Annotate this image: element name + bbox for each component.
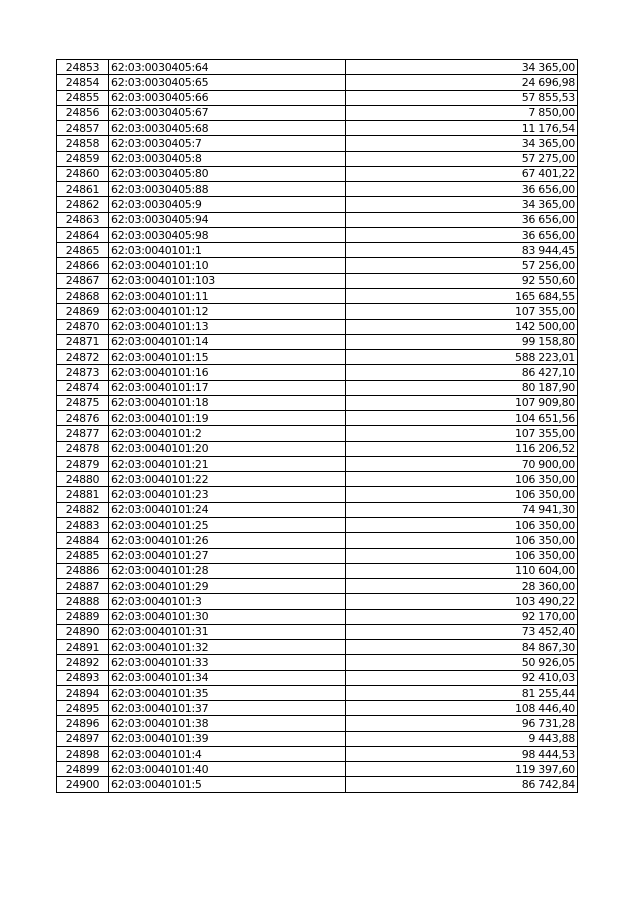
table-row: [57, 105, 578, 120]
cadastral-number-cell: 62:03:0040101:3: [109, 594, 346, 609]
value-cell: 67 401,22: [346, 166, 578, 181]
row-number-cell: 24887: [57, 579, 109, 594]
table-row: [57, 90, 578, 105]
table-row: [57, 548, 578, 563]
value-cell: 110 604,00: [346, 563, 578, 578]
table-row: [57, 762, 578, 777]
table-row: [57, 456, 578, 471]
table-row: [57, 426, 578, 441]
row-number-cell: 24891: [57, 640, 109, 655]
row-number-cell: 24896: [57, 716, 109, 731]
cadastral-number-cell: 62:03:0040101:33: [109, 655, 346, 670]
row-number-cell: 24858: [57, 136, 109, 151]
row-number-cell: 24874: [57, 380, 109, 395]
value-cell: 107 355,00: [346, 304, 578, 319]
cadastral-number-cell: 62:03:0040101:10: [109, 258, 346, 273]
cadastral-number-cell: 62:03:0040101:27: [109, 548, 346, 563]
cadastral-number-cell: 62:03:0030405:80: [109, 166, 346, 181]
value-cell: 36 656,00: [346, 182, 578, 197]
row-number-cell: 24872: [57, 350, 109, 365]
cadastral-number-cell: 62:03:0040101:30: [109, 609, 346, 624]
cadastral-number-cell: 62:03:0040101:13: [109, 319, 346, 334]
cadastral-number-cell: 62:03:0040101:25: [109, 517, 346, 532]
table-row: [57, 487, 578, 502]
value-cell: 84 867,30: [346, 640, 578, 655]
table-row: [57, 533, 578, 548]
value-cell: 165 684,55: [346, 288, 578, 303]
row-number-cell: 24893: [57, 670, 109, 685]
value-cell: 83 944,45: [346, 243, 578, 258]
table-row: [57, 151, 578, 166]
cadastral-number-cell: 62:03:0040101:39: [109, 731, 346, 746]
cadastral-number-cell: 62:03:0040101:103: [109, 273, 346, 288]
table-row: [57, 304, 578, 319]
value-cell: 103 490,22: [346, 594, 578, 609]
row-number-cell: 24862: [57, 197, 109, 212]
cadastral-number-cell: 62:03:0040101:20: [109, 441, 346, 456]
row-number-cell: 24885: [57, 548, 109, 563]
table-row: [57, 563, 578, 578]
row-number-cell: 24899: [57, 762, 109, 777]
cadastral-number-cell: 62:03:0030405:8: [109, 151, 346, 166]
cadastral-number-cell: 62:03:0040101:4: [109, 746, 346, 761]
table-row: [57, 609, 578, 624]
value-cell: 24 696,98: [346, 75, 578, 90]
row-number-cell: 24865: [57, 243, 109, 258]
row-number-cell: 24880: [57, 472, 109, 487]
table-row: [57, 517, 578, 532]
table-row: [57, 182, 578, 197]
value-cell: 107 909,80: [346, 395, 578, 410]
table-row: [57, 197, 578, 212]
cadastral-number-cell: 62:03:0040101:16: [109, 365, 346, 380]
cadastral-number-cell: 62:03:0040101:34: [109, 670, 346, 685]
value-cell: 86 742,84: [346, 777, 578, 792]
row-number-cell: 24859: [57, 151, 109, 166]
cadastral-number-cell: 62:03:0030405:88: [109, 182, 346, 197]
table-row: [57, 655, 578, 670]
table-row: [57, 136, 578, 151]
table-row: [57, 350, 578, 365]
row-number-cell: 24879: [57, 456, 109, 471]
value-cell: 107 355,00: [346, 426, 578, 441]
value-cell: 104 651,56: [346, 411, 578, 426]
table-row: [57, 60, 578, 75]
row-number-cell: 24876: [57, 411, 109, 426]
cadastral-number-cell: 62:03:0030405:9: [109, 197, 346, 212]
table-row: [57, 441, 578, 456]
value-cell: 108 446,40: [346, 701, 578, 716]
cadastral-number-cell: 62:03:0030405:65: [109, 75, 346, 90]
table-row: [57, 243, 578, 258]
table-row: [57, 380, 578, 395]
value-cell: 11 176,54: [346, 121, 578, 136]
cadastral-number-cell: 62:03:0040101:28: [109, 563, 346, 578]
row-number-cell: 24855: [57, 90, 109, 105]
row-number-cell: 24900: [57, 777, 109, 792]
row-number-cell: 24892: [57, 655, 109, 670]
cadastral-number-cell: 62:03:0030405:68: [109, 121, 346, 136]
table-row: [57, 121, 578, 136]
cadastral-number-cell: 62:03:0040101:32: [109, 640, 346, 655]
value-cell: 74 941,30: [346, 502, 578, 517]
cadastral-number-cell: 62:03:0040101:19: [109, 411, 346, 426]
value-cell: 34 365,00: [346, 197, 578, 212]
value-cell: 116 206,52: [346, 441, 578, 456]
row-number-cell: 24890: [57, 624, 109, 639]
table-row: [57, 166, 578, 181]
table-row: [57, 701, 578, 716]
table-row: [57, 395, 578, 410]
cadastral-number-cell: 62:03:0030405:98: [109, 227, 346, 242]
row-number-cell: 24894: [57, 685, 109, 700]
table-row: [57, 716, 578, 731]
cadastral-number-cell: 62:03:0040101:22: [109, 472, 346, 487]
value-cell: 57 256,00: [346, 258, 578, 273]
table-row: [57, 334, 578, 349]
row-number-cell: 24897: [57, 731, 109, 746]
cadastral-number-cell: 62:03:0040101:11: [109, 288, 346, 303]
row-number-cell: 24886: [57, 563, 109, 578]
value-cell: 106 350,00: [346, 487, 578, 502]
table-row: [57, 777, 578, 792]
row-number-cell: 24861: [57, 182, 109, 197]
cadastral-number-cell: 62:03:0040101:17: [109, 380, 346, 395]
cadastral-number-cell: 62:03:0030405:7: [109, 136, 346, 151]
value-cell: 588 223,01: [346, 350, 578, 365]
table-row: [57, 472, 578, 487]
table-row: [57, 258, 578, 273]
table-row: [57, 502, 578, 517]
cadastral-number-cell: 62:03:0040101:1: [109, 243, 346, 258]
cadastral-number-cell: 62:03:0040101:38: [109, 716, 346, 731]
row-number-cell: 24864: [57, 227, 109, 242]
row-number-cell: 24867: [57, 273, 109, 288]
value-cell: 86 427,10: [346, 365, 578, 380]
value-cell: 28 360,00: [346, 579, 578, 594]
table-row: [57, 594, 578, 609]
value-cell: 96 731,28: [346, 716, 578, 731]
row-number-cell: 24854: [57, 75, 109, 90]
value-cell: 80 187,90: [346, 380, 578, 395]
row-number-cell: 24857: [57, 121, 109, 136]
row-number-cell: 24860: [57, 166, 109, 181]
cadastral-value-table: [56, 59, 578, 793]
cadastral-number-cell: 62:03:0040101:37: [109, 701, 346, 716]
row-number-cell: 24866: [57, 258, 109, 273]
cadastral-number-cell: 62:03:0040101:12: [109, 304, 346, 319]
value-cell: 119 397,60: [346, 762, 578, 777]
value-cell: 7 850,00: [346, 105, 578, 120]
row-number-cell: 24868: [57, 288, 109, 303]
table-row: [57, 579, 578, 594]
table-row: [57, 624, 578, 639]
cadastral-number-cell: 62:03:0040101:40: [109, 762, 346, 777]
value-cell: 34 365,00: [346, 136, 578, 151]
row-number-cell: 24856: [57, 105, 109, 120]
cadastral-number-cell: 62:03:0040101:15: [109, 350, 346, 365]
cadastral-number-cell: 62:03:0040101:2: [109, 426, 346, 441]
cadastral-number-cell: 62:03:0040101:21: [109, 456, 346, 471]
row-number-cell: 24884: [57, 533, 109, 548]
row-number-cell: 24863: [57, 212, 109, 227]
cadastral-number-cell: 62:03:0040101:23: [109, 487, 346, 502]
cadastral-number-cell: 62:03:0030405:67: [109, 105, 346, 120]
row-number-cell: 24878: [57, 441, 109, 456]
cadastral-number-cell: 62:03:0030405:64: [109, 60, 346, 75]
row-number-cell: 24870: [57, 319, 109, 334]
row-number-cell: 24853: [57, 60, 109, 75]
value-cell: 50 926,05: [346, 655, 578, 670]
value-cell: 106 350,00: [346, 548, 578, 563]
value-cell: 36 656,00: [346, 212, 578, 227]
value-cell: 98 444,53: [346, 746, 578, 761]
value-cell: 36 656,00: [346, 227, 578, 242]
value-cell: 9 443,88: [346, 731, 578, 746]
row-number-cell: 24873: [57, 365, 109, 380]
table-body: [57, 60, 578, 793]
row-number-cell: 24898: [57, 746, 109, 761]
table-row: [57, 319, 578, 334]
table-row: [57, 731, 578, 746]
table-row: [57, 746, 578, 761]
row-number-cell: 24883: [57, 517, 109, 532]
table-row: [57, 365, 578, 380]
row-number-cell: 24895: [57, 701, 109, 716]
table-row: [57, 670, 578, 685]
value-cell: 92 550,60: [346, 273, 578, 288]
row-number-cell: 24881: [57, 487, 109, 502]
cadastral-number-cell: 62:03:0040101:24: [109, 502, 346, 517]
row-number-cell: 24871: [57, 334, 109, 349]
cadastral-number-cell: 62:03:0040101:35: [109, 685, 346, 700]
table-row: [57, 212, 578, 227]
cadastral-number-cell: 62:03:0040101:26: [109, 533, 346, 548]
value-cell: 70 900,00: [346, 456, 578, 471]
cadastral-number-cell: 62:03:0040101:29: [109, 579, 346, 594]
value-cell: 92 410,03: [346, 670, 578, 685]
value-cell: 57 275,00: [346, 151, 578, 166]
row-number-cell: 24875: [57, 395, 109, 410]
table-row: [57, 288, 578, 303]
table-row: [57, 75, 578, 90]
value-cell: 73 452,40: [346, 624, 578, 639]
value-cell: 81 255,44: [346, 685, 578, 700]
table-row: [57, 273, 578, 288]
value-cell: 142 500,00: [346, 319, 578, 334]
table-row: [57, 411, 578, 426]
value-cell: 92 170,00: [346, 609, 578, 624]
row-number-cell: 24888: [57, 594, 109, 609]
value-cell: 106 350,00: [346, 472, 578, 487]
value-cell: 34 365,00: [346, 60, 578, 75]
row-number-cell: 24889: [57, 609, 109, 624]
row-number-cell: 24882: [57, 502, 109, 517]
row-number-cell: 24869: [57, 304, 109, 319]
cadastral-number-cell: 62:03:0040101:14: [109, 334, 346, 349]
value-cell: 106 350,00: [346, 517, 578, 532]
value-cell: 99 158,80: [346, 334, 578, 349]
cadastral-number-cell: 62:03:0030405:94: [109, 212, 346, 227]
value-cell: 57 855,53: [346, 90, 578, 105]
cadastral-number-cell: 62:03:0040101:5: [109, 777, 346, 792]
cadastral-number-cell: 62:03:0040101:18: [109, 395, 346, 410]
table-row: [57, 640, 578, 655]
row-number-cell: 24877: [57, 426, 109, 441]
table-row: [57, 227, 578, 242]
table-row: [57, 685, 578, 700]
cadastral-number-cell: 62:03:0030405:66: [109, 90, 346, 105]
cadastral-number-cell: 62:03:0040101:31: [109, 624, 346, 639]
value-cell: 106 350,00: [346, 533, 578, 548]
